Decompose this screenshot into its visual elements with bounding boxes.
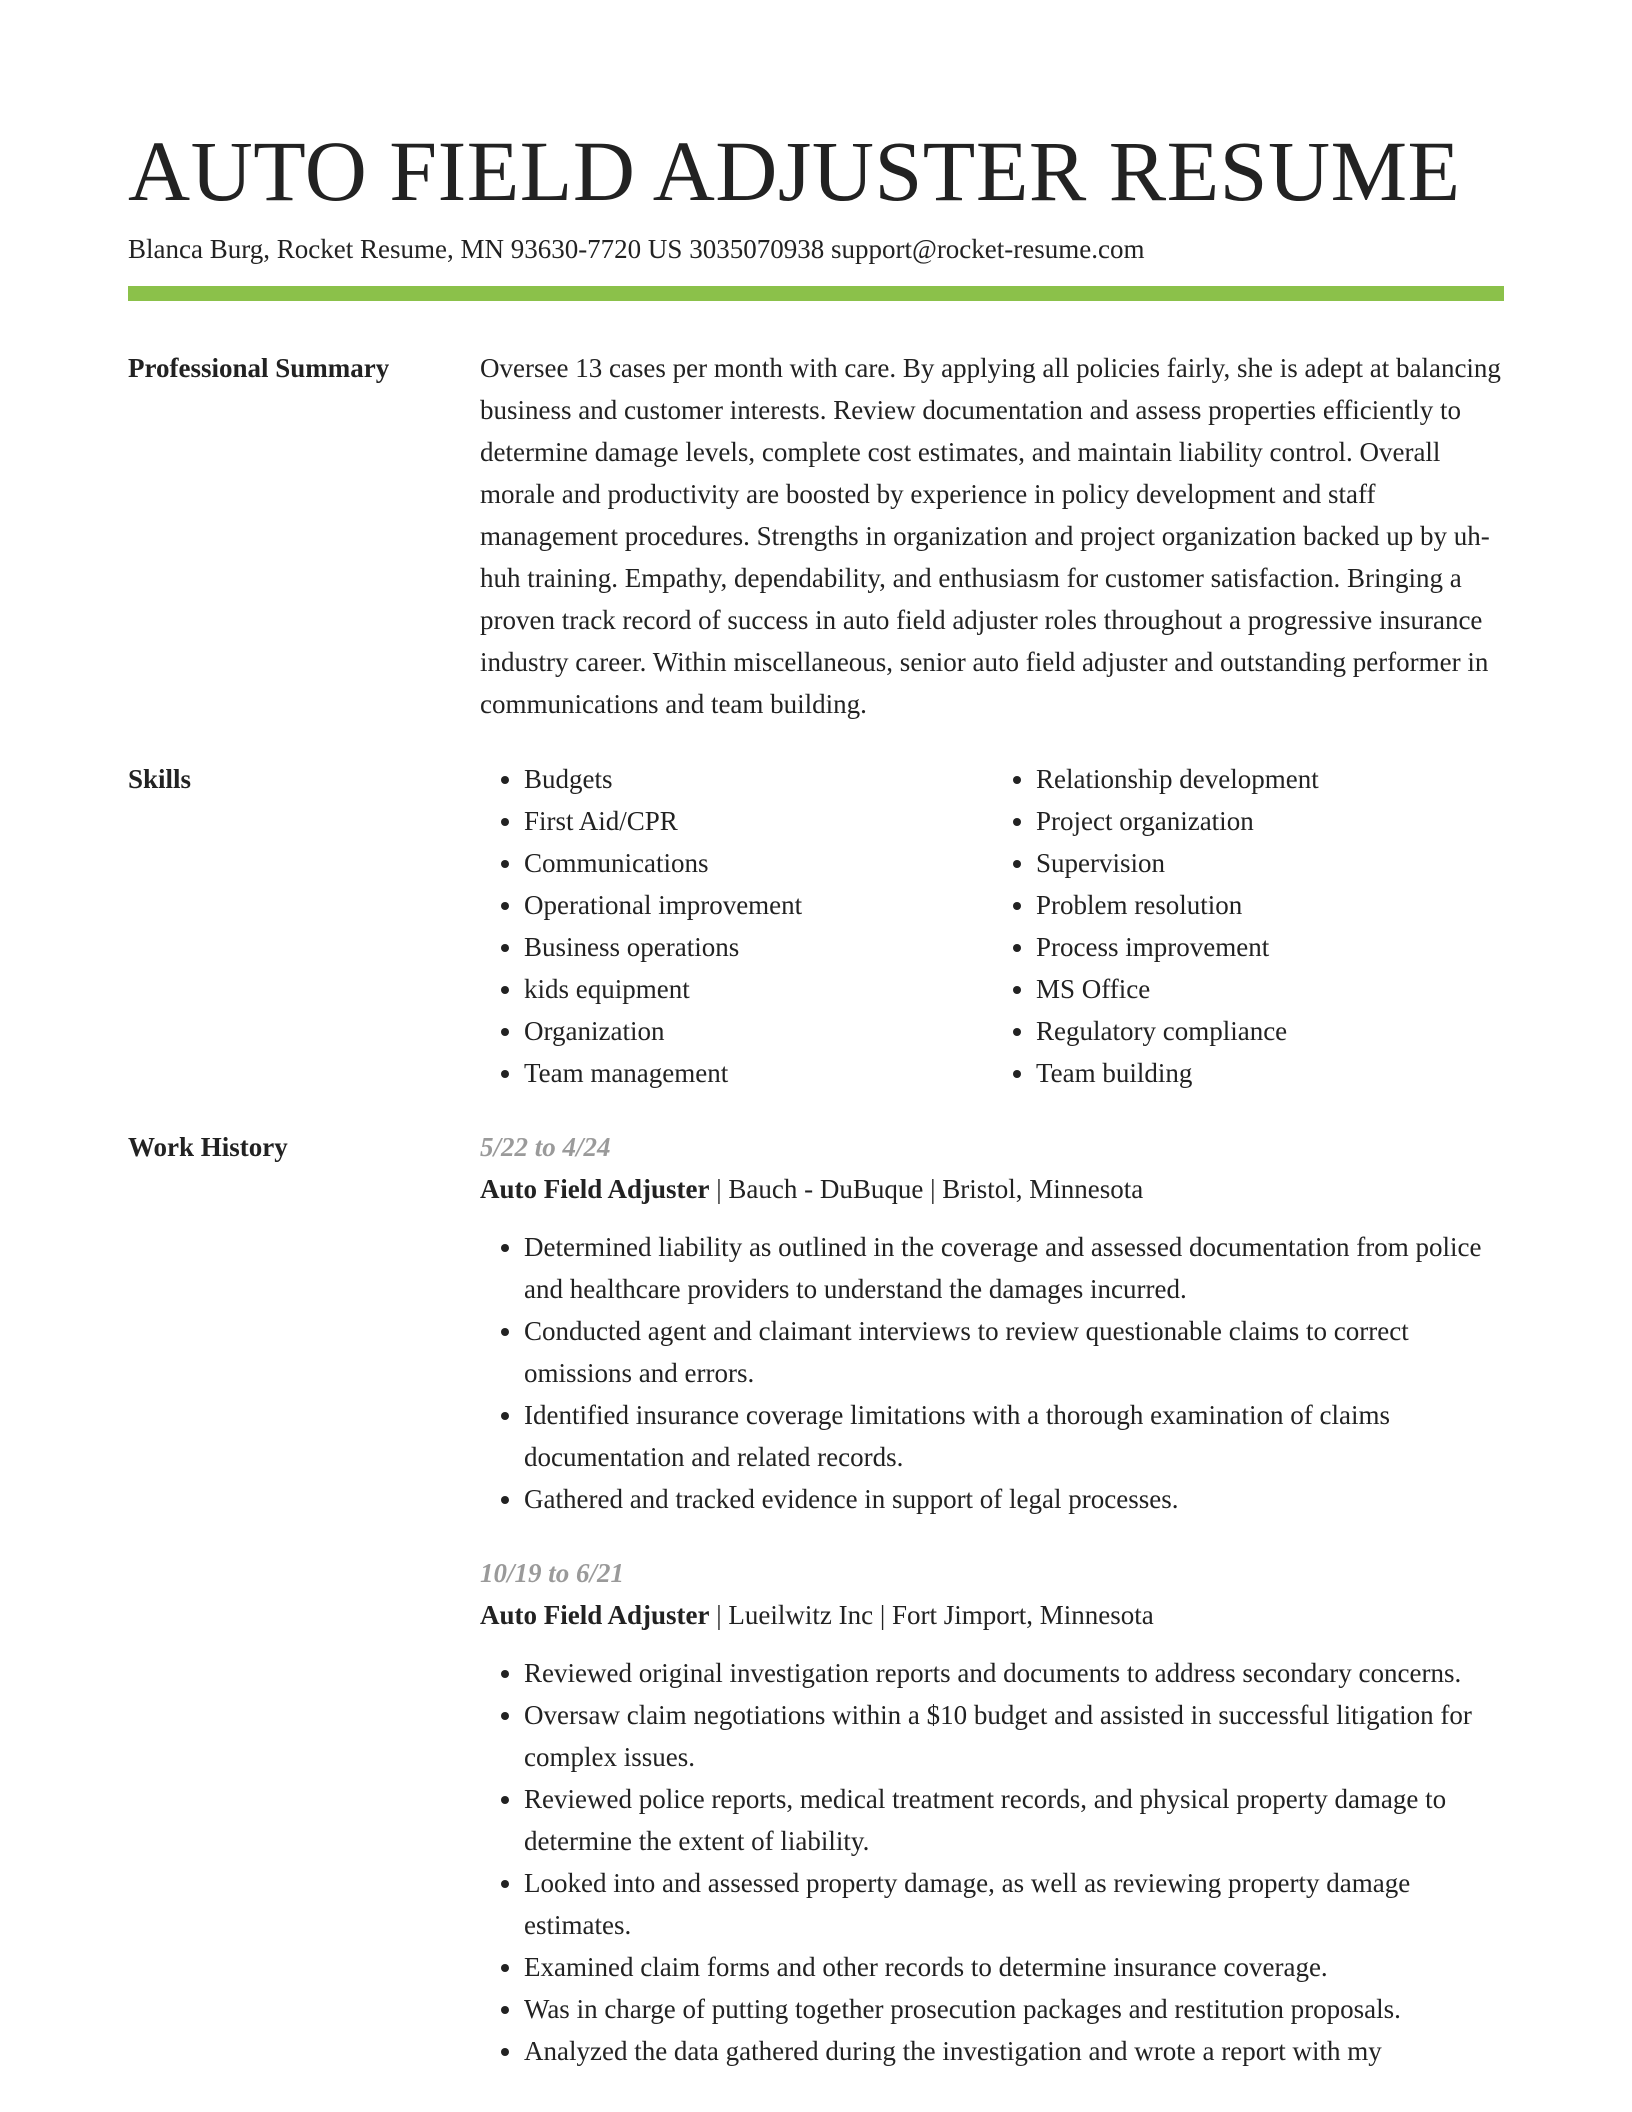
skill-item: • Supervision <box>1036 842 1504 884</box>
skill-item: • Communications <box>524 842 992 884</box>
skill-item: • Business operations <box>524 926 992 968</box>
work-history-body <box>480 1126 1504 2104</box>
job-bullet: • Conducted agent and claimant interviews to review questionable claims to correct omissions and errors. <box>524 1310 1504 1394</box>
job-bullet: • Was in charge of putting together prosecution packages and restitution proposals. <box>524 1988 1504 2030</box>
resume-title: AUTO FIELD ADJUSTER RESUME <box>128 123 1461 219</box>
job-dates: 10/19 to 6/21 <box>480 1558 625 1588</box>
job-entry <box>480 1126 1504 1520</box>
skill-item: • Relationship development <box>1036 758 1504 800</box>
job-bullet: • Analyzed the data gathered during the investigation and wrote a report with my <box>524 2030 1504 2072</box>
skill-item: • Operational improvement <box>524 884 992 926</box>
contact-line: Blanca Burg, Rocket Resume, MN 93630-7720 US 3035070938 support@rocket-resume.com <box>128 234 1145 264</box>
job-bullet: • Reviewed original investigation reports and documents to address secondary concerns. <box>524 1652 1504 1694</box>
skill-item: • Budgets <box>524 758 992 800</box>
job-bullet: • Examined claim forms and other records to determine insurance coverage. <box>524 1946 1504 1988</box>
job-bullet: • Gathered and tracked evidence in support of legal processes. <box>524 1478 1504 1520</box>
skill-item: • Process improvement <box>1036 926 1504 968</box>
job-entry <box>480 1552 1504 2072</box>
skill-item: • Project organization <box>1036 800 1504 842</box>
job-bullet: • Reviewed police reports, medical treatment records, and physical property damage to determine the extent of liability. <box>524 1778 1504 1862</box>
work-history-label: Work History <box>128 1132 288 1162</box>
skill-item: • kids equipment <box>524 968 992 1010</box>
job-bullet: • Identified insurance coverage limitations with a thorough examination of claims documentation and related records. <box>524 1394 1504 1478</box>
skills-list-right <box>992 758 1504 1094</box>
job-title: Auto Field Adjuster <box>480 1174 710 1204</box>
skills-columns <box>480 758 1504 1094</box>
job-bullet-list <box>480 1226 1504 1520</box>
skill-item: • MS Office <box>1036 968 1504 1010</box>
skills-body <box>480 758 1504 1094</box>
skill-item: • Organization <box>524 1010 992 1052</box>
skills-label: Skills <box>128 764 192 794</box>
skill-item: • Team building <box>1036 1052 1504 1094</box>
skill-item: • Problem resolution <box>1036 884 1504 926</box>
job-employer-location: | Bauch - DuBuque | Bristol, Minnesota <box>709 1174 1144 1204</box>
job-heading <box>480 1168 1504 1210</box>
job-bullet: • Looked into and assessed property damage, as well as reviewing property damage estimates. <box>524 1862 1504 1946</box>
summary-label: Professional Summary <box>128 353 390 383</box>
job-employer-location: | Lueilwitz Inc | Fort Jimport, Minnesota <box>709 1600 1154 1630</box>
summary-body <box>480 347 1504 725</box>
skill-item: • Regulatory compliance <box>1036 1010 1504 1052</box>
job-bullet: • Oversaw claim negotiations within a $10 budget and assisted in successful litigation for complex issues. <box>524 1694 1504 1778</box>
skill-item: • Team management <box>524 1052 992 1094</box>
job-bullet-list <box>480 1652 1504 2072</box>
summary-text: Oversee 13 cases per month with care. By applying all policies fairly, she is adept at balancing business and customer interests. Review documentation and assess properties efficiently to determine damage levels, complete cost estimates, and maintain liability control. Overall morale and productivity are boosted by experience in policy development and staff management procedures. Strengths in organization and project organization backed up by uh-huh training. Empathy, dependability, and enthusiasm for customer satisfaction. Bringing a proven track record of success in auto field adjuster roles throughout a progressive insurance industry career. Within miscellaneous, senior auto field adjuster and outstanding performer in communications and team building. <box>480 353 1501 719</box>
skill-item: • First Aid/CPR <box>524 800 992 842</box>
skills-list-left <box>480 758 992 1094</box>
job-dates: 5/22 to 4/24 <box>480 1132 611 1162</box>
job-heading <box>480 1594 1504 1636</box>
accent-rule <box>128 286 1504 301</box>
job-title: Auto Field Adjuster <box>480 1600 710 1630</box>
job-bullet: • Determined liability as outlined in the coverage and assessed documentation from police and healthcare providers to understand the damages incurred. <box>524 1226 1504 1310</box>
